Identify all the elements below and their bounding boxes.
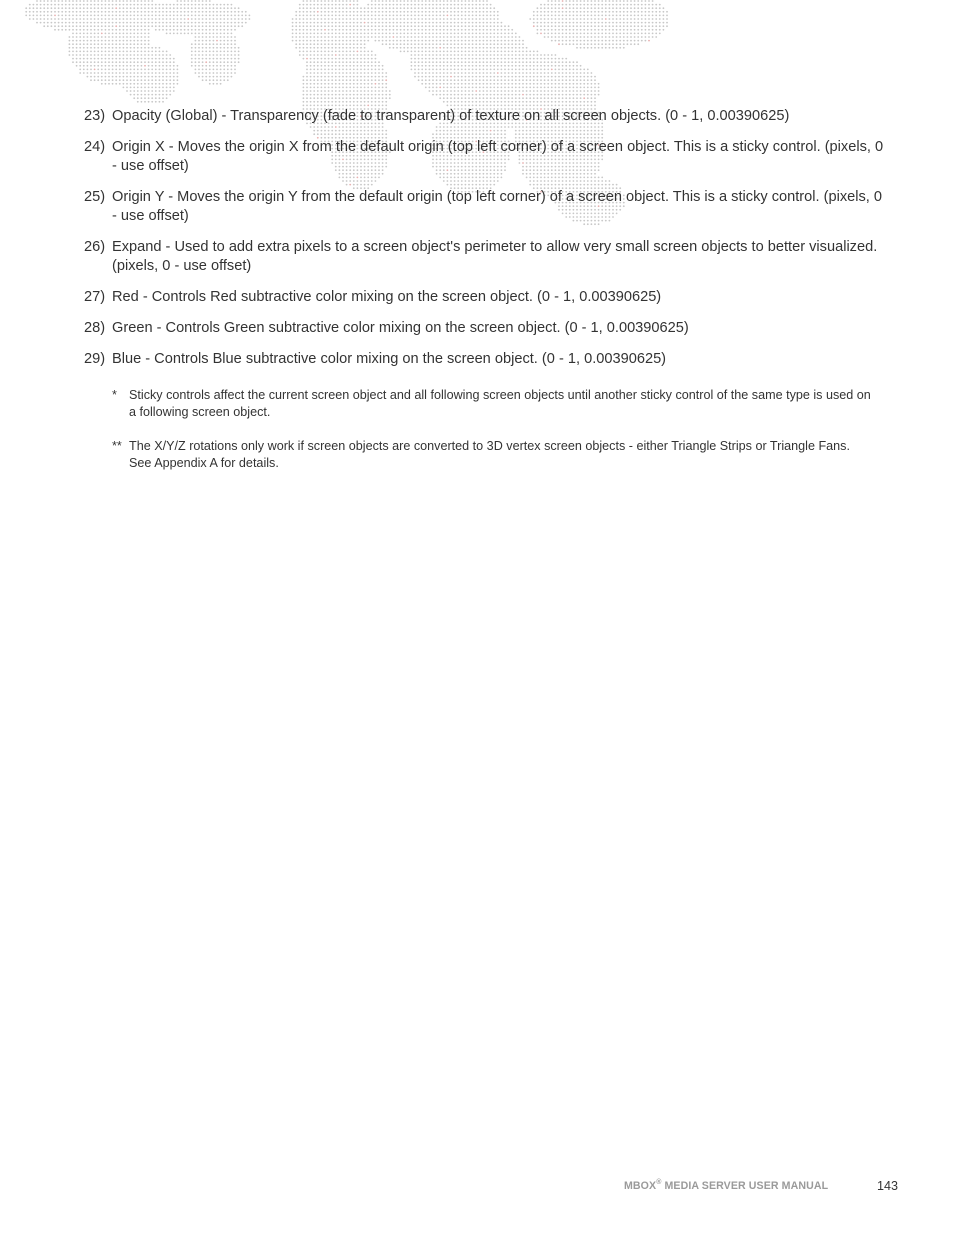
- list-item-number: 27): [84, 289, 106, 305]
- list-item-26: [84, 238, 884, 276]
- list-item-number: 28): [84, 320, 106, 336]
- footnote-sticky-controls: [112, 387, 874, 421]
- list-item-text: Expand - Used to add extra pixels to a screen object's perimeter to allow very small screen objects to better visualized. (pixels, 0 - use offset): [112, 239, 878, 274]
- list-item-25: [84, 188, 884, 226]
- registered-mark: ®: [656, 1179, 662, 1186]
- footnote-text: Sticky controls affect the current screen object and all following screen objects until another sticky control of the same type is used on a following screen object.: [129, 388, 871, 419]
- list-item-23: [84, 107, 884, 126]
- list-item-text: Green - Controls Green subtractive color mixing on the screen object. (0 - 1, 0.00390625): [112, 320, 689, 336]
- list-item-28: [84, 319, 884, 338]
- list-item-number: 24): [84, 139, 106, 155]
- list-item-24: [84, 138, 884, 176]
- list-item-text: Origin Y - Moves the origin Y from the default origin (top left corner) of a screen object. This is a sticky control. (pixels, 0 - use offset): [112, 189, 883, 224]
- list-item-number: 29): [84, 351, 106, 367]
- list-item-29: [84, 350, 884, 369]
- footer-title-text: MEDIA SERVER USER MANUAL: [661, 1180, 829, 1192]
- footnote-text: The X/Y/Z rotations only work if screen objects are converted to 3D vertex screen objects - either Triangle Strips or Triangle Fans. See Appendix A for details.: [129, 439, 850, 470]
- list-item-text: Blue - Controls Blue subtractive color mixing on the screen object. (0 - 1, 0.00390625): [112, 351, 667, 367]
- footnote-rotations: [112, 438, 874, 472]
- list-item-text: Origin X - Moves the origin X from the default origin (top left corner) of a screen object. This is a sticky control. (pixels, 0 - use offset): [112, 139, 884, 174]
- footer-manual-title: [624, 1180, 828, 1192]
- list-item-text: Red - Controls Red subtractive color mixing on the screen object. (0 - 1, 0.00390625): [112, 289, 662, 305]
- list-item-27: [84, 288, 884, 307]
- footnote-mark: *: [112, 388, 117, 402]
- list-item-number: 26): [84, 239, 106, 255]
- list-item-number: 23): [84, 108, 106, 124]
- page-number: 143: [877, 1179, 899, 1193]
- footnote-mark: **: [112, 439, 122, 453]
- footer-brand: MBOX: [624, 1180, 657, 1192]
- list-item-text: Opacity (Global) - Transparency (fade to transparent) of texture on all screen objects. (0 - 1, 0.00390625): [112, 108, 790, 124]
- list-item-number: 25): [84, 189, 106, 205]
